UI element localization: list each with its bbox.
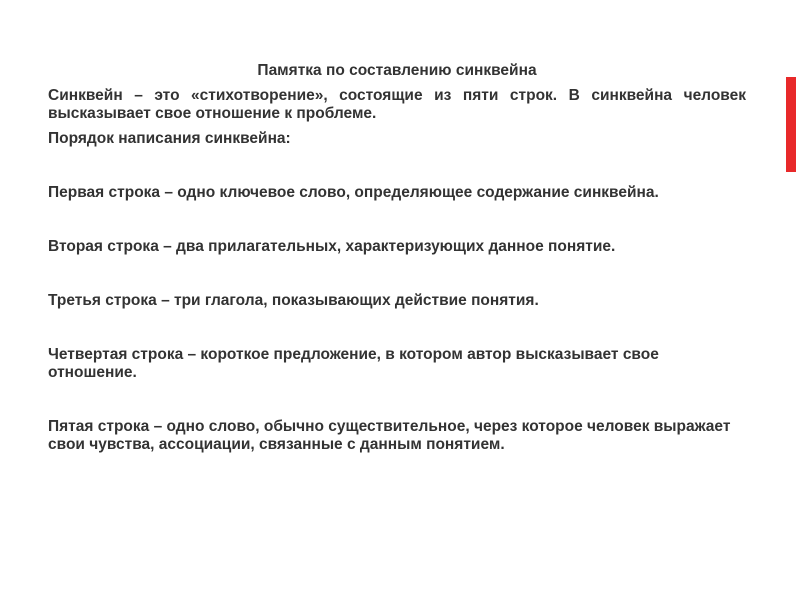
definition-paragraph: Синквейн – это «стихотворение», состоящие из пяти строк. В синквейна человек высказывает свое отношение к проблеме. [48, 87, 746, 122]
line-4-description: Четвертая строка – короткое предложение, в котором автор высказывает свое отношение. [48, 346, 659, 381]
slide-content [48, 62, 746, 461]
accent-bar [786, 77, 796, 172]
spacer [48, 389, 746, 418]
spacer [48, 155, 746, 184]
spacer [48, 209, 746, 238]
spacer [48, 317, 746, 346]
line-1-description: Первая строка – одно ключевое слово, определяющее содержание синквейна. [48, 184, 659, 201]
slide-title: Памятка по составлению синквейна [257, 62, 537, 79]
line-5-description: Пятая строка – одно слово, обычно существительное, через которое человек выражает свои чувства, ассоциации, связанные с данным понятием. [48, 418, 731, 453]
order-heading: Порядок написания синквейна: [48, 130, 291, 147]
spacer [48, 263, 746, 292]
line-3-description: Третья строка – три глагола, показывающих действие понятия. [48, 292, 539, 309]
line-2-description: Вторая строка – два прилагательных, характеризующих данное понятие. [48, 238, 616, 255]
